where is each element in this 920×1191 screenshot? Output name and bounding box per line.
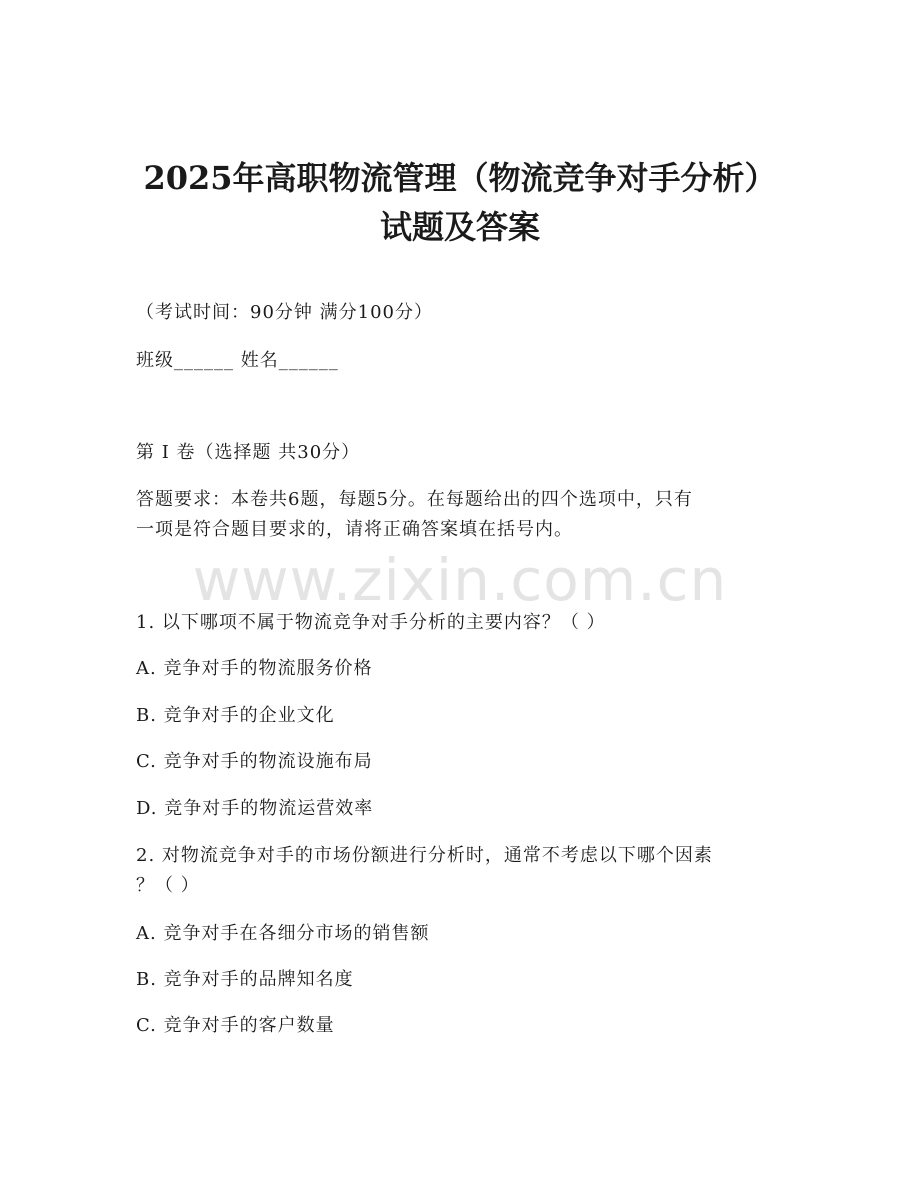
question-1-stem: 1. 以下哪项不属于物流竞争对手分析的主要内容？（ ） (136, 612, 606, 633)
instructions-line-2: 一项是符合题目要求的，请将正确答案填在括号内。 (136, 519, 573, 540)
question-1-option-b: B. 竞争对手的企业文化 (136, 705, 335, 726)
document-title-line-2: 试题及答案 (379, 208, 540, 246)
question-2-option-c: C. 竞争对手的客户数量 (136, 1015, 335, 1036)
question-2-stem-line-1: 2. 对物流竞争对手的市场份额进行分析时，通常不考虑以下哪个因素 (136, 845, 713, 866)
question-1-option-c: C. 竞争对手的物流设施布局 (136, 751, 373, 772)
section-header: 第 I 卷（选择题 共30分） (136, 442, 361, 463)
class-name-line: 班级______ 姓名______ (136, 350, 339, 371)
question-1-option-a: A. 竞争对手的物流服务价格 (136, 658, 373, 679)
document-title-line-1: 2025年高职物流管理（物流竞争对手分析） (143, 159, 777, 197)
watermark: www.zixin.com.cn (192, 546, 728, 614)
instructions-line-1: 答题要求：本卷共6题，每题5分。在每题给出的四个选项中，只有 (136, 489, 693, 510)
question-1-option-d: D. 竞争对手的物流运营效率 (136, 798, 374, 819)
exam-info: （考试时间：90分钟 满分100分） (136, 302, 433, 323)
question-2-option-b: B. 竞争对手的品牌知名度 (136, 969, 354, 990)
question-2-stem-line-2: ？（ ） (136, 875, 200, 896)
question-2-option-a: A. 竞争对手在各细分市场的销售额 (136, 923, 430, 944)
